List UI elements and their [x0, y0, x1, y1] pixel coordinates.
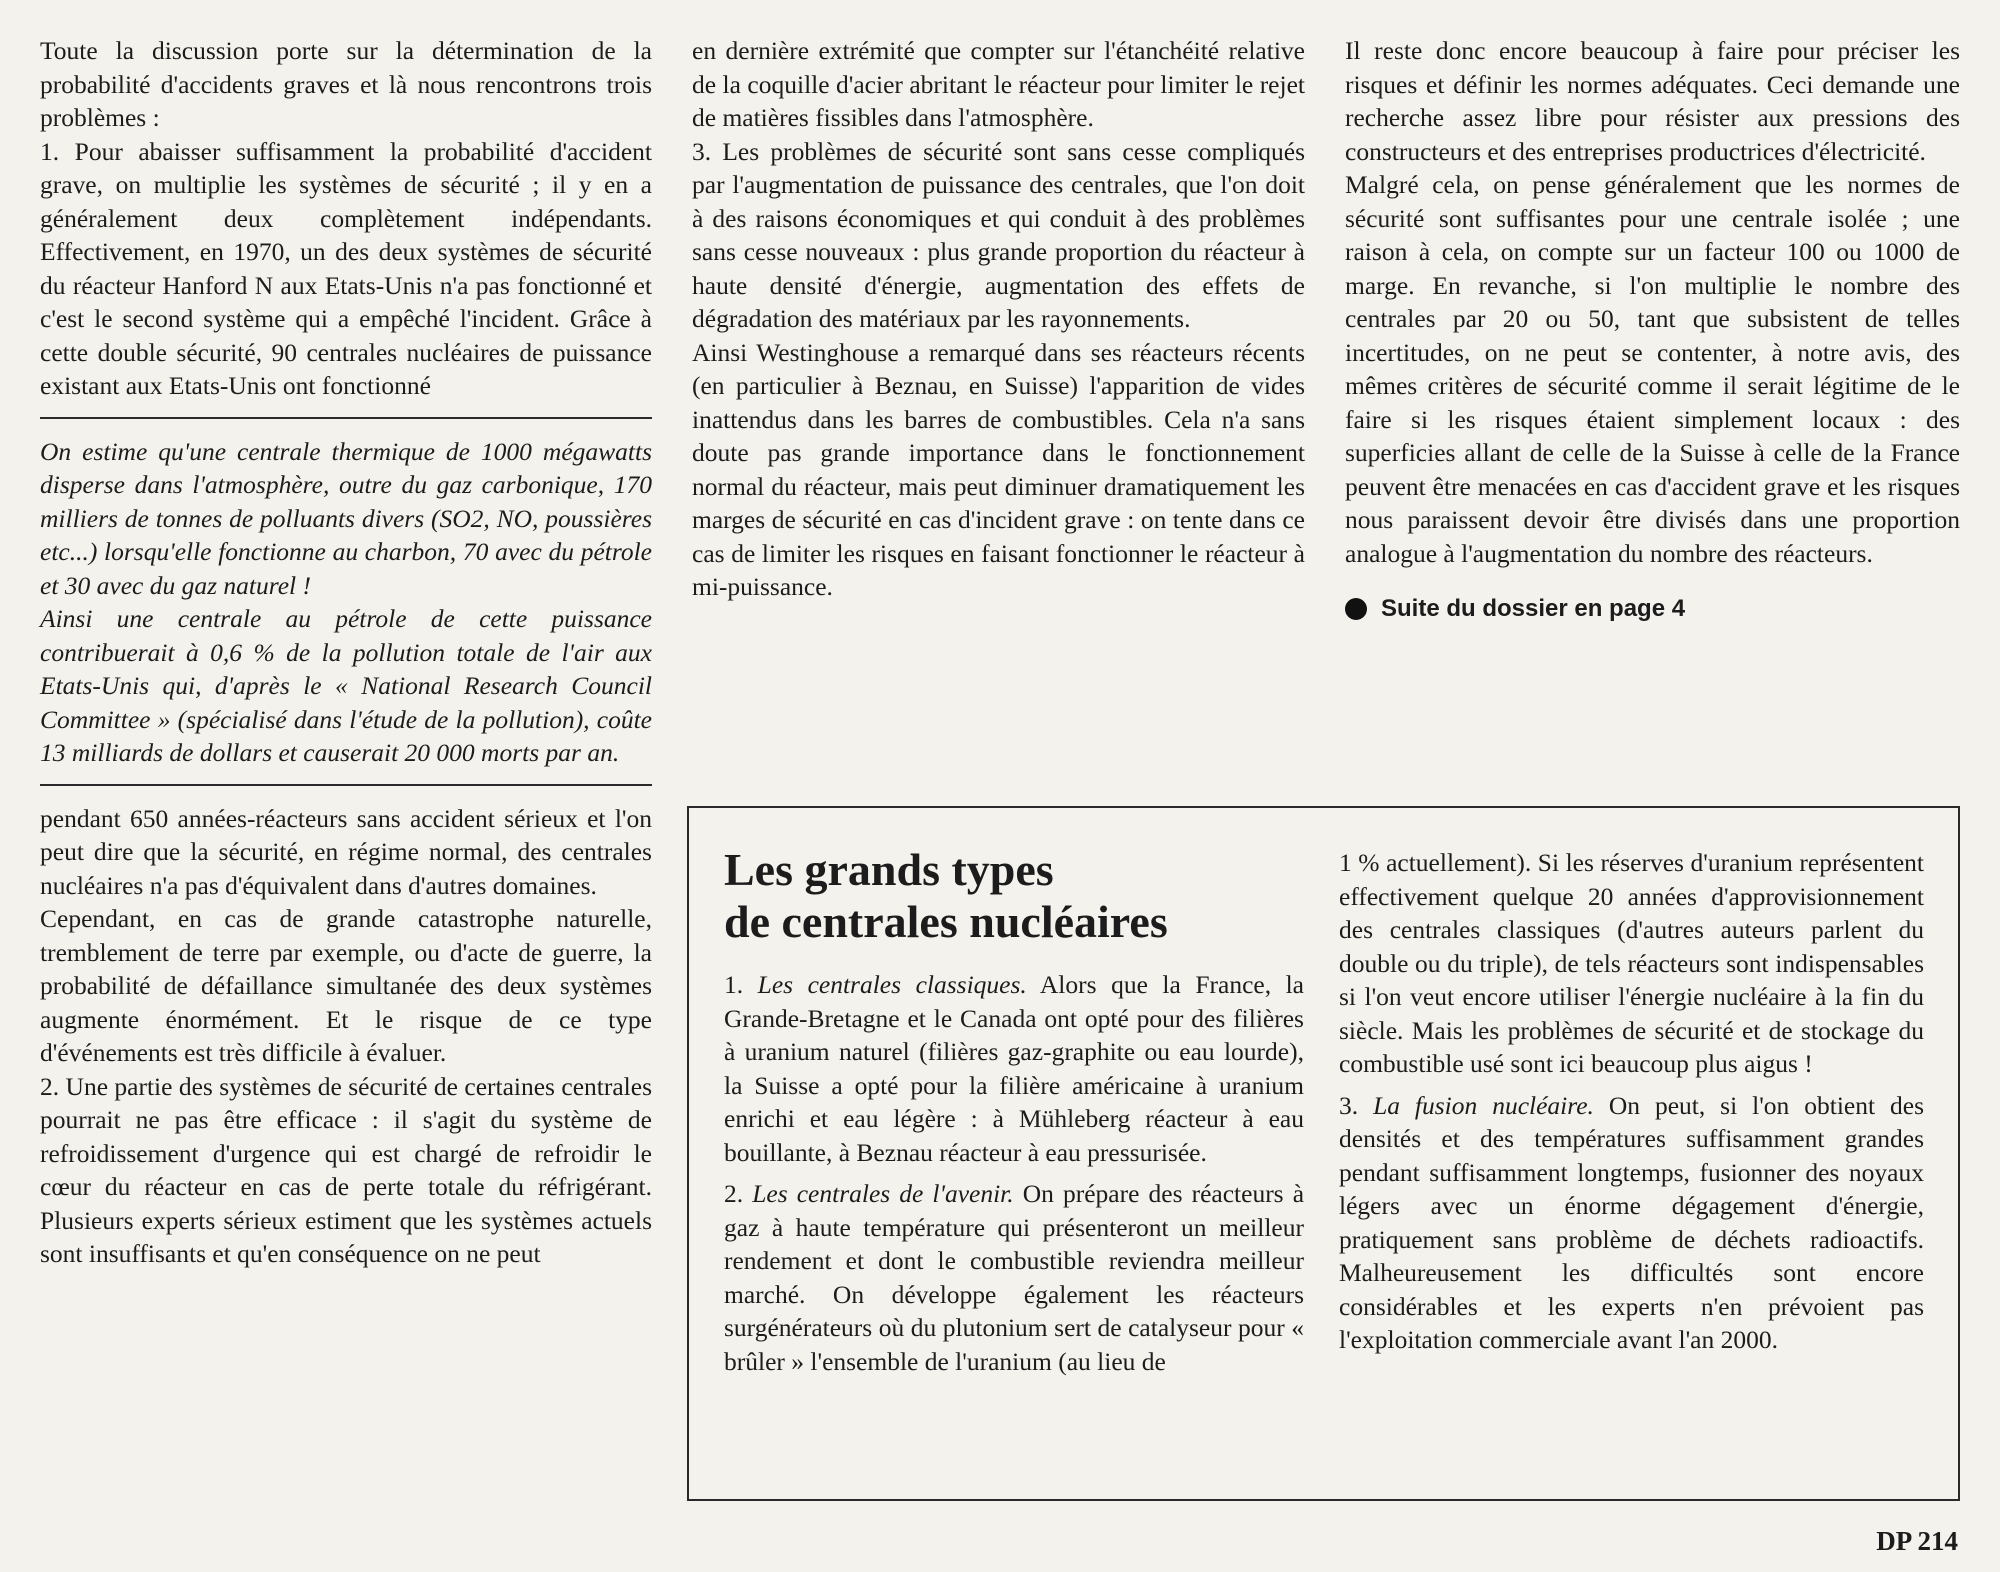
inset-paragraph: On estime qu'une centrale thermique de 1000 mégawatts disperse dans l'atmosphère, outre du gaz carbonique, 170 milliers de tonnes de polluants divers (SO2, NO, poussières etc...) lorsqu'elle fonctionne au charbon, 70 avec du pétrole et 30 avec du gaz naturel ! — [40, 436, 652, 600]
paragraph: 1. Pour abaisser suffisamment la probabilité d'accident grave, on multiplie les systèmes de sécurité ; il y en a généralement deux complètement indépendants. Effectivement, en 1970, un des deux systèmes de sécurité du réacteur Hanford N aux Etats-Unis n'a pas fonctionné et c'est le second système qui a empêché l'incident. Grâce à cette double sécurité, 90 centrales nucléaires de puissance existant aux Etats-Unis ont fonctionné — [40, 136, 652, 400]
paragraph: Il reste donc encore beaucoup à faire pour préciser les risques et définir les normes adéquates. Ceci demande une recherche assez libre pour résister aux pressions des constructeurs et des entreprises productrices d'électricité. — [1345, 36, 1960, 166]
box-paragraph — [724, 968, 1304, 1169]
box-column-right — [1339, 846, 1924, 1365]
item-heading: La fusion nucléaire. — [1373, 1090, 1594, 1120]
item-number: 3. — [1339, 1090, 1359, 1120]
column-2 — [692, 34, 1305, 604]
box-paragraph — [724, 1177, 1304, 1378]
inset-paragraph: Ainsi une centrale au pétrole de cette puissance contribuerait à 0,6 % de la pollution totale de l'air aux Etats-Unis qui, d'après le « National Research Council Committee » (spécialisé dans l'étude de la pollution), coûte 13 milliards de dollars et causerait 20 000 morts par an. — [40, 604, 652, 767]
paragraph: pendant 650 années-réacteurs sans accident sérieux et l'on peut dire que la sécurité, en régime normal, des centrales nucléaires n'a pas d'équivalent dans d'autres domaines. — [40, 803, 652, 900]
continuation-text: Suite du dossier en page 4 — [1381, 595, 1686, 622]
paragraph: Toute la discussion porte sur la détermination de la probabilité d'accidents graves et là nous rencontrons trois problèmes : — [40, 36, 652, 132]
divider — [40, 417, 652, 419]
page-reference: DP 214 — [1876, 1526, 1958, 1556]
paragraph: Malgré cela, on pense généralement que les normes de sécurité sont suffisantes pour une centrale isolée ; une raison à cela, on compte sur un facteur 100 ou 1000 de marge. En revanche, si l'on multiplie le nombre des centrales par 20 ou 50, tant que subsistent de telles incertitudes, on ne peut se contenter, à notre avis, des mêmes critères de sécurité comme il serait légitime de le faire si les risques étaient simplement locaux : des superficies allant de celle de la Suisse à celle de la France peuvent être menacées en cas d'accident grave et les risques nous paraissent devoir être divisés dans une proportion analogue à l'augmentation du nombre des réacteurs. — [1345, 170, 1960, 568]
paragraph: Cependant, en cas de grande catastrophe naturelle, tremblement de terre par exemple, ou d'acte de guerre, la probabilité de défaillance simultanée des deux systèmes augmente énormément. Et le risque de ce type d'événements est très difficile à évaluer. — [40, 904, 652, 1067]
item-heading: Les centrales classiques. — [757, 970, 1027, 999]
paragraph: Ainsi Westinghouse a remarqué dans ses réacteurs récents (en particulier à Beznau, en Suisse) l'apparition de vides inattendus dans les barres de combustibles. Cela n'a sans doute pas grande importance dans le fonctionnement normal du réacteur, mais peut diminuer dramatiquement les marges de sécurité en cas d'incident grave : on tente dans ce cas de limiter les risques en faisant fonctionner le réacteur à mi-puissance. — [692, 337, 1305, 601]
box-title — [724, 844, 1304, 948]
item-number: 2. — [724, 1179, 744, 1208]
paragraph: en dernière extrémité que compter sur l'étanchéité relative de la coquille d'acier abritant le réacteur pour limiter le rejet de matières fissibles dans l'atmosphère. — [692, 36, 1305, 132]
divider — [40, 784, 652, 786]
paragraph: 3. Les problèmes de sécurité sont sans cesse compliqués par l'augmentation de puissance des centrales, que l'on doit à des raisons économiques et qui conduit à des problèmes sans cesse nouveaux : plus grande proportion du réacteur à haute densité d'énergie, augmentation des effets de dégradation des matériaux par les rayonnements. — [692, 136, 1305, 333]
box-title-line: de centrales nucléaires — [724, 896, 1168, 947]
box-paragraph — [1339, 1089, 1924, 1357]
bullet-icon — [1345, 598, 1367, 620]
item-heading: Les centrales de l'avenir. — [752, 1179, 1014, 1208]
box-column-left — [724, 844, 1304, 1386]
item-number: 1. — [724, 970, 744, 999]
item-text: Alors que la France, la Grande-Bretagne et le Canada ont opté pour des filières à uranium naturel (filières gaz-graphite ou eau lourde), la Suisse a opté pour la filière américaine à uranium enrichi et eau légère : à Mühleberg réacteur à eau bouillante, à Beznau réacteur à eau pressurisée. — [724, 970, 1304, 1167]
box-title-line: Les grands types — [724, 844, 1054, 895]
paragraph: 2. Une partie des systèmes de sécurité de certaines centrales pourrait ne pas être efficace : il s'agit du système de refroidissement d'urgence qui est chargé de refroidir le cœur du réacteur en cas de perte totale du réfrigérant. Plusieurs experts sérieux estiment que les systèmes actuels sont insuffisants et qu'en conséquence on ne peut — [40, 1071, 652, 1268]
column-3 — [1345, 34, 1960, 626]
box-paragraph: 1 % actuellement). Si les réserves d'uranium représentent effectivement quelque 20 années d'approvisionnement des centrales classiques (d'autres auteurs parlent du double ou du triple), de tels réacteurs sont indispensables si l'on veut encore utiliser l'énergie nucléaire à la fin du siècle. Mais les problèmes de sécurité et de stockage du combustible usé sont ici beaucoup plus aigus ! — [1339, 848, 1924, 1078]
continuation-note — [1345, 592, 1960, 626]
item-text: On prépare des réacteurs à gaz à haute température qui présenteront un meilleur rendement et dont le combustible reviendra meilleur marché. On développe également les réacteurs surgénérateurs où du plutonium sert de catalyseur pour « brûler » l'ensemble de l'uranium (au lieu de — [724, 1179, 1305, 1376]
item-text: On peut, si l'on obtient des densités et des températures suffisamment grandes pendant suffisamment longtemps, fusionner des noyaux légers avec un énorme dégagement d'énergie, pratiquement sans problème de déchets radioactifs. Malheureusement les difficultés sont encore considérables et les experts n'en prévoient pas l'exploitation commerciale avant l'an 2000. — [1339, 1090, 1924, 1354]
column-1 — [40, 34, 652, 1271]
sidebar-box — [687, 806, 1960, 1501]
